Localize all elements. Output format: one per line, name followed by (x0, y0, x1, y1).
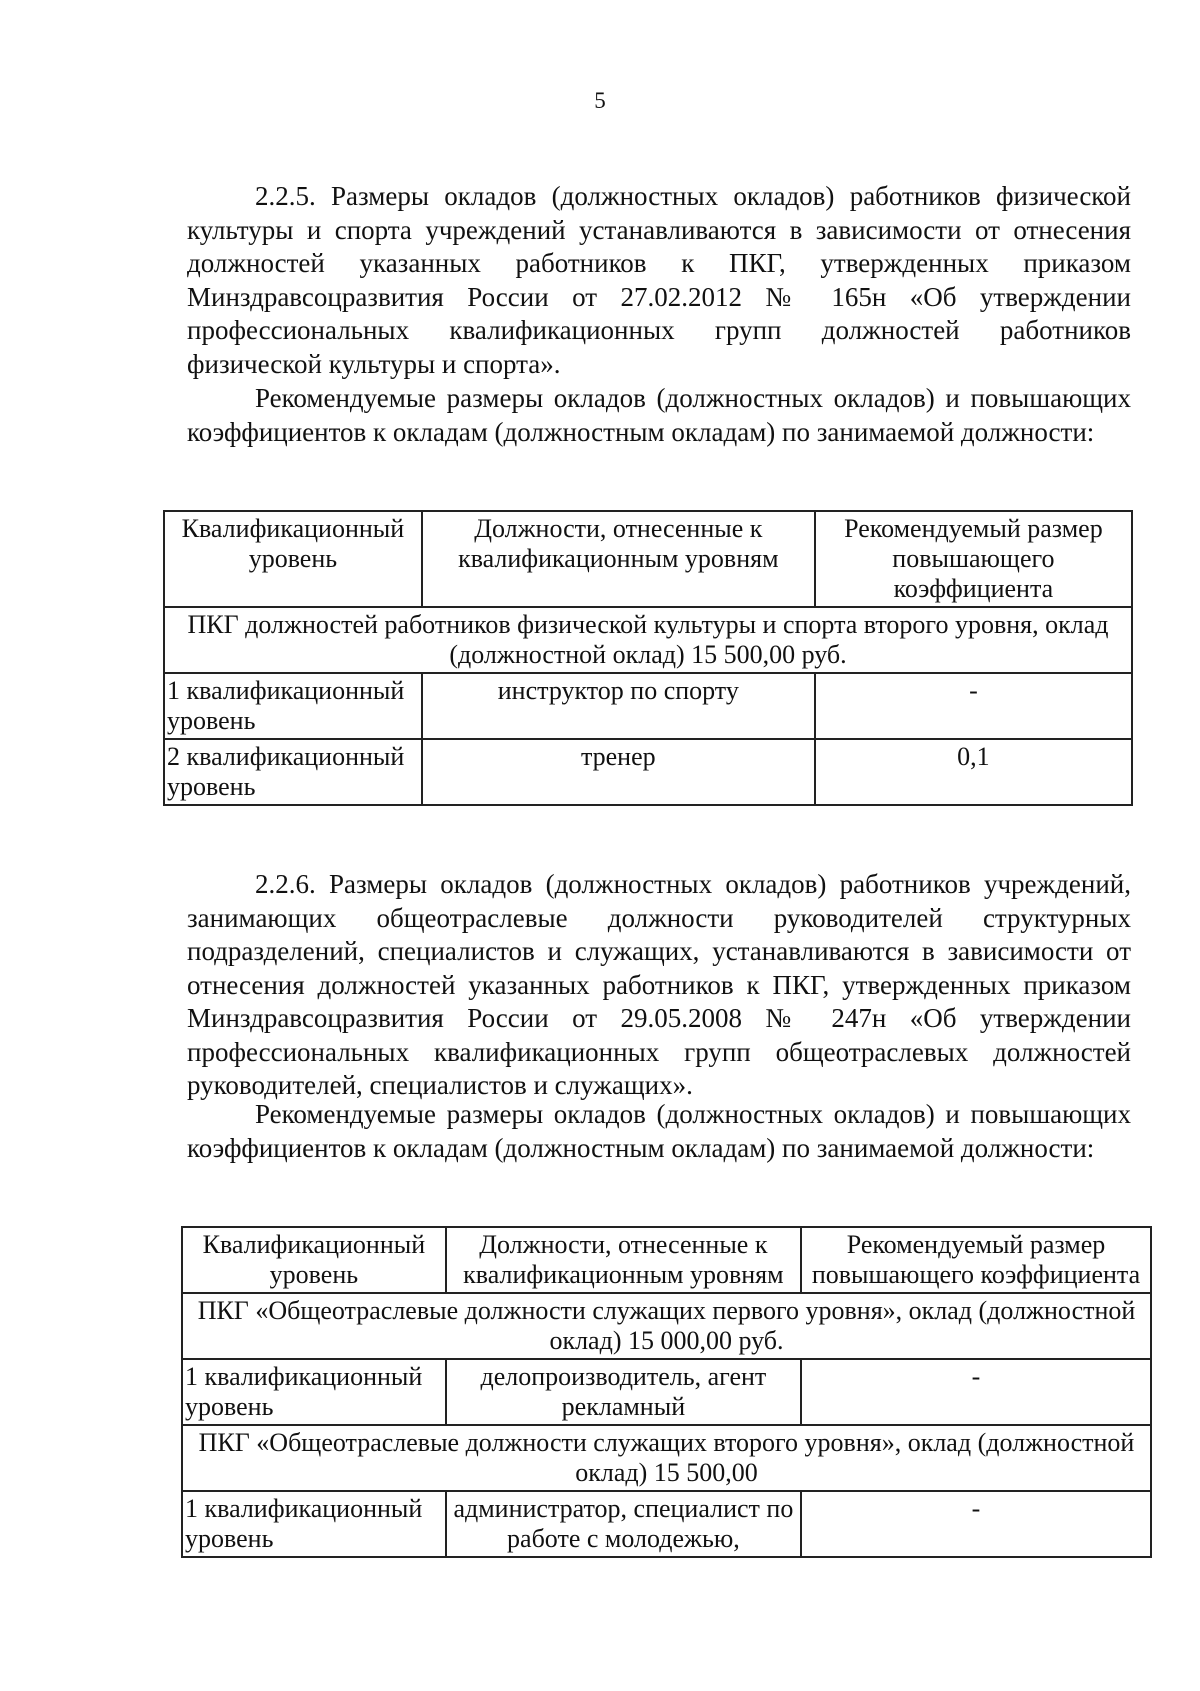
cell-position: делопроизводитель, агент рекламный (446, 1359, 801, 1425)
section-2-2-5-recommendation: Рекомендуемые размеры окладов (должностных окладов) и повышающих коэффициентов к окладам (должностным окладам) по занимаемой должности: (187, 383, 1131, 447)
header-coefficient: Рекомендуемый размер повышающего коэффициента (801, 1227, 1151, 1293)
table-pkg-sport (163, 510, 1133, 806)
header-positions: Должности, отнесенные к квалификационным уровням (446, 1227, 801, 1293)
header-level: Квалификационный уровень (164, 511, 422, 607)
section-2-2-6-paragraph: 2.2.6. Размеры окладов (должностных окладов) работников учреждений, занимающих общеотраслевые должности руководителей структурных подразделений, специалистов и служащих, устанавливаются в зависимости от отнесения должностей указанных работников к ПКГ, утвержденных приказом Минздравсоцразвития России от 29.05.2008 № 247н «Об утверждении профессиональных квалификационных групп общеотраслевых должностей руководителей, специалистов и служащих». (187, 869, 1131, 1100)
cell-coefficient: 0,1 (815, 739, 1132, 805)
group-title: ПКГ «Общеотраслевые должности служащих второго уровня», оклад (должностной оклад) 15 500,00 (182, 1425, 1151, 1491)
table-header-row (164, 511, 1132, 607)
cell-position: инструктор по спорту (422, 673, 815, 739)
table-row (164, 673, 1132, 739)
section-2-2-6-recommendation: Рекомендуемые размеры окладов (должностных окладов) и повышающих коэффициентов к окладам (должностным окладам) по занимаемой должности: (187, 1099, 1131, 1163)
cell-level: 1 квалификационный уровень (164, 673, 422, 739)
cell-level: 1 квалификационный уровень (182, 1491, 446, 1557)
table-row (164, 739, 1132, 805)
cell-coefficient: - (801, 1359, 1151, 1425)
group-row (182, 1425, 1151, 1491)
cell-coefficient: - (815, 673, 1132, 739)
table-row (182, 1491, 1151, 1557)
cell-coefficient: - (801, 1491, 1151, 1557)
header-coefficient: Рекомендуемый размер повышающего коэффициента (815, 511, 1132, 607)
cell-level: 1 квалификационный уровень (182, 1359, 446, 1425)
group-title: ПКГ должностей работников физической культуры и спорта второго уровня, оклад (должностной оклад) 15 500,00 руб. (164, 607, 1132, 673)
cell-position: тренер (422, 739, 815, 805)
page-number: 5 (594, 88, 606, 113)
header-positions: Должности, отнесенные к квалификационным уровням (422, 511, 815, 607)
group-title: ПКГ «Общеотраслевые должности служащих первого уровня», оклад (должностной оклад) 15 000,00 руб. (182, 1293, 1151, 1359)
cell-position: администратор, специалист по работе с молодежью, (446, 1491, 801, 1557)
cell-level: 2 квалификационный уровень (164, 739, 422, 805)
group-row (164, 607, 1132, 673)
table-row (182, 1359, 1151, 1425)
header-level: Квалификационный уровень (182, 1227, 446, 1293)
group-row (182, 1293, 1151, 1359)
table-pkg-general (181, 1226, 1152, 1558)
section-2-2-5-paragraph: 2.2.5. Размеры окладов (должностных окладов) работников физической культуры и спорта учреждений устанавливаются в зависимости от отнесения должностей указанных работников к ПКГ, утвержденных приказом Минздравсоцразвития России от 27.02.2012 № 165н «Об утверждении профессиональных квалификационных групп должностей работников физической культуры и спорта». (187, 181, 1131, 379)
table-header-row (182, 1227, 1151, 1293)
